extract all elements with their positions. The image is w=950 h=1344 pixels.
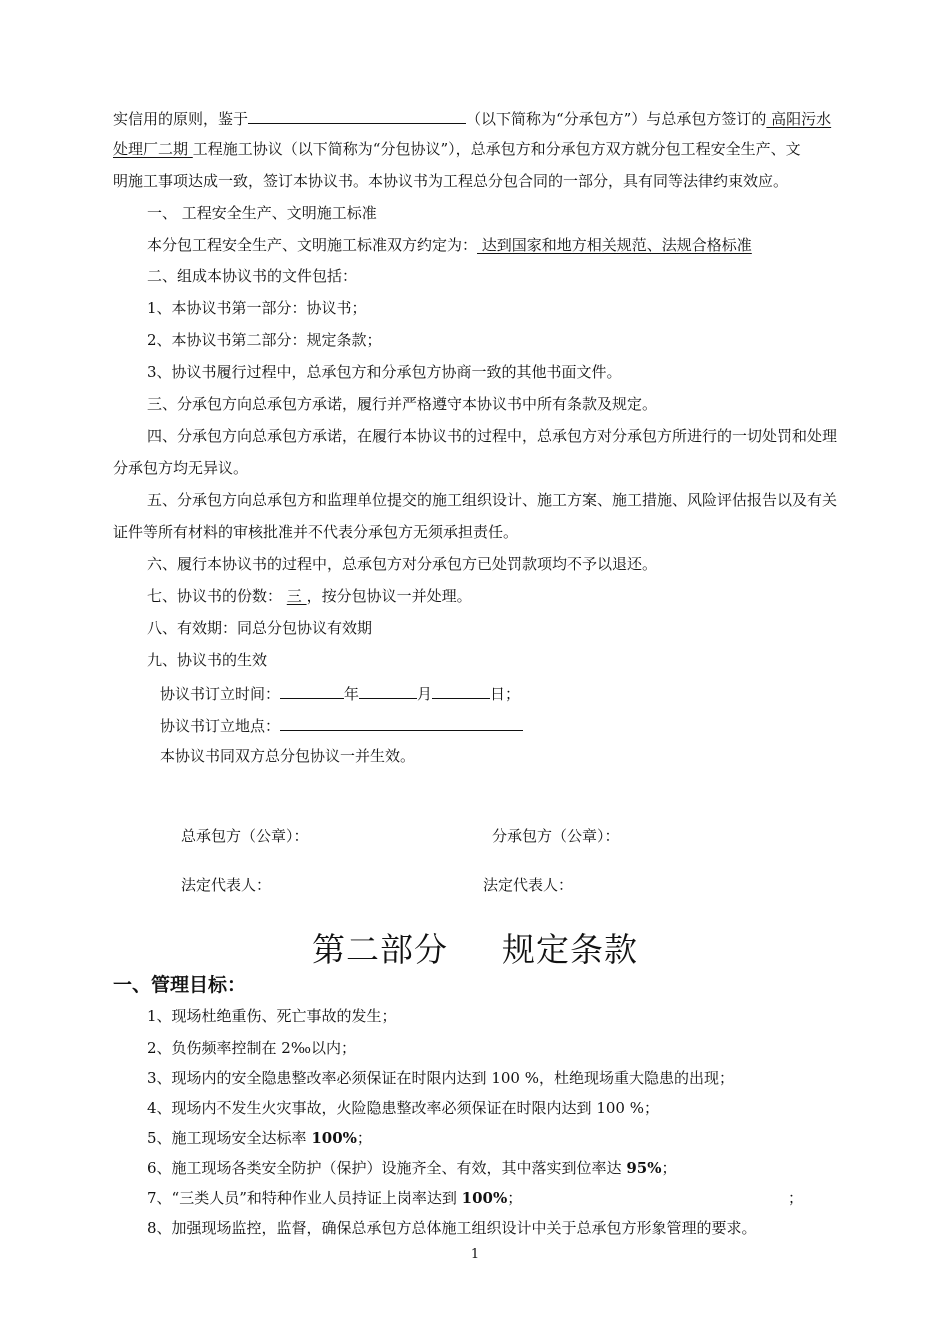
project-name-part2: 处理厂二期 bbox=[113, 140, 193, 158]
section-1-title: 一、 工程安全生产、文明施工标准 bbox=[147, 204, 377, 222]
section-4-line-1: 四、分承包方向总承包方承诺，在履行本协议书的过程中，总承包方对分承包方所进行的一切处罚和处理 bbox=[147, 427, 838, 445]
section-7: 七、协议书的份数： 三 ，按分包协议一并处理。 bbox=[147, 587, 472, 605]
section-4-line-2: 分承包方均无异议。 bbox=[113, 459, 249, 477]
section-5-line-2: 证件等所有材料的审核批准并不代表分承包方无须承担责任。 bbox=[113, 523, 519, 541]
month-blank bbox=[359, 682, 417, 699]
signing-time: 协议书订立时间： 年 月 日； bbox=[160, 682, 520, 704]
section-9-title: 九、协议书的生效 bbox=[147, 651, 268, 669]
section-8: 八、有效期：同总分包协议有效期 bbox=[147, 619, 373, 637]
section-2-title: 二、组成本协议书的文件包括： bbox=[147, 267, 358, 285]
copies-count: 三 bbox=[286, 587, 307, 605]
management-goals-heading: 一、管理目标： bbox=[113, 974, 247, 996]
effect-statement: 本协议书同双方总分包协议一并生效。 bbox=[160, 747, 416, 765]
subcontractor-name-blank bbox=[248, 107, 466, 124]
intro-line-1: 实信用的原则，鉴于 （以下简称为“分承包方”）与总承包方签订的 高阳污水 bbox=[113, 107, 831, 129]
page-number: 1 bbox=[470, 1247, 480, 1262]
goal-2: 2、负伤频率控制在 2‰以内； bbox=[147, 1039, 356, 1057]
signing-place: 协议书订立地点： bbox=[160, 714, 523, 736]
legal-rep-left: 法定代表人： bbox=[181, 876, 272, 894]
goal-8: 8、加强现场监控，监督，确保总承包方总体施工组织设计中关于总承包方形象管理的要求。 bbox=[147, 1219, 757, 1237]
general-contractor-seal: 总承包方（公章）： bbox=[181, 827, 309, 845]
day-blank bbox=[432, 682, 490, 699]
goal-5: 5、施工现场安全达标率 100%； bbox=[147, 1129, 372, 1147]
section-3: 三、分承包方向总承包方承诺，履行并严格遵守本协议书中所有条款及规定。 bbox=[147, 395, 658, 413]
part2-title: 第二部分 规定条款 bbox=[312, 930, 638, 969]
intro-line-3: 明施工事项达成一致，签订本协议书。本协议书为工程总分包合同的一部分，具有同等法律约束效应。 bbox=[113, 172, 789, 190]
safety-standard-value: 达到国家和地方相关规范、法规合格标准 bbox=[477, 236, 752, 254]
section-2-item-1: 1、本协议书第一部分：协议书； bbox=[147, 299, 367, 317]
goal-7-trailing-mark: ； bbox=[788, 1189, 804, 1207]
goal-3: 3、现场内的安全隐患整改率必须保证在时限内达到 100 %，杜绝现场重大隐患的出现； bbox=[147, 1069, 734, 1087]
section-2-item-2: 2、本协议书第二部分：规定条款； bbox=[147, 331, 382, 349]
goal-7: 7、“三类人员”和特种作业人员持证上岗率达到 100%； bbox=[147, 1189, 523, 1207]
section-1-body: 本分包工程安全生产、文明施工标准双方约定为： 达到国家和地方相关规范、法规合格标准 bbox=[147, 236, 752, 254]
intro-line-2: 处理厂二期 工程施工协议（以下简称为“分包协议”），总承包方和分承包方双方就分包工程安全生产、文 bbox=[113, 140, 801, 158]
project-name-part1: 高阳污水 bbox=[766, 110, 832, 128]
section-2-item-3: 3、协议书履行过程中，总承包方和分承包方协商一致的其他书面文件。 bbox=[147, 363, 622, 381]
goal-1: 1、现场杜绝重伤、死亡事故的发生； bbox=[147, 1007, 397, 1025]
legal-rep-right: 法定代表人： bbox=[483, 876, 574, 894]
subcontractor-seal: 分承包方（公章）： bbox=[492, 827, 620, 845]
year-blank bbox=[280, 682, 344, 699]
section-6: 六、履行本协议书的过程中，总承包方对分承包方已处罚款项均不予以退还。 bbox=[147, 555, 658, 573]
goal-6: 6、施工现场各类安全防护（保护）设施齐全、有效，其中落实到位率达 95%； bbox=[147, 1159, 677, 1177]
section-5-line-1: 五、分承包方向总承包方和监理单位提交的施工组织设计、施工方案、施工措施、风险评估报告以及有关 bbox=[147, 491, 838, 509]
place-blank bbox=[280, 714, 523, 731]
goal-4: 4、现场内不发生火灾事故，火险隐患整改率必须保证在时限内达到 100 %； bbox=[147, 1099, 659, 1117]
